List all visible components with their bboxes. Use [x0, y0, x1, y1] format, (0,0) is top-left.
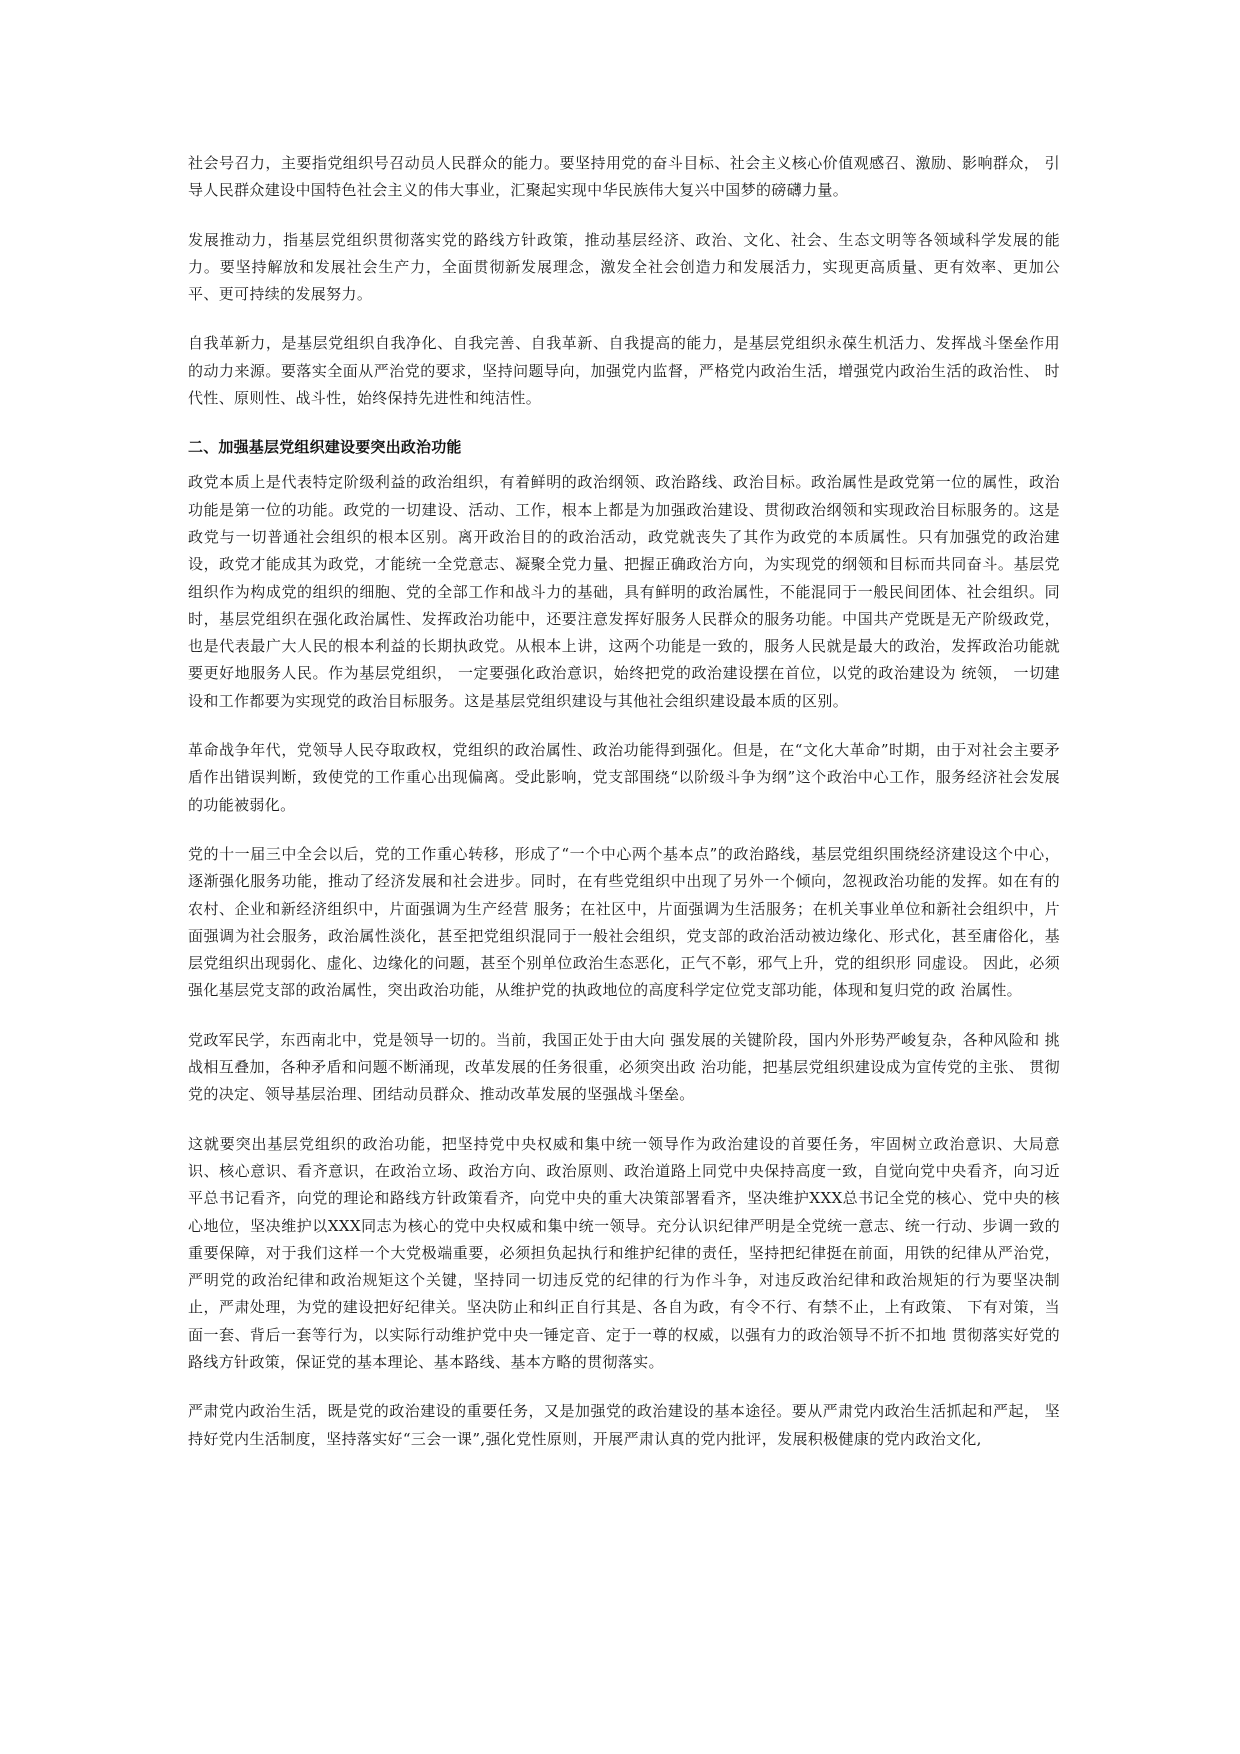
paragraph-party-leads-all: 党政军民学，东西南北中，党是领导一切的。当前，我国正处于由大向 强发展的关键阶段，国内外形势严峻复杂，各种风险和 挑战相互叠加，各种矛盾和问题不断涌现，改革发展的任务很重，必须突出政 治功能，把基层党组织建设成为宣传党的主张、 贯彻党的决定、领导基层治理、团结动员群众、推动改革发展的坚强战斗堡垒。 [188, 1030, 1060, 1104]
document-page [188, 150, 1060, 1475]
section-heading: 二、加强基层党组织建设要突出政治功能 [188, 438, 462, 457]
paragraph-political-life: 严肃党内政治生活，既是党的政治建设的重要任务，又是加强党的政治建设的基本途径。要从严肃党内政治生活抓起和严起， 坚持好党内生活制度，坚持落实好“三会一课”,强化党性原则，开展严肃认真的党内批评，发展积极健康的党内政治文化, [188, 1402, 1060, 1448]
paragraph-development-drive: 发展推动力，指基层党组织贯彻落实党的路线方针政策，推动基层经济、政治、文化、社会、生态文明等各领域科学发展的能力。要坚持解放和发展社会生产力，全面贯彻新发展理念，激发全社会创造力和发展活力，实现更高质量、更有效率、更加公 平、更可持续的发展努力。 [188, 230, 1060, 304]
paragraph-self-renewal: 自我革新力，是基层党组织自我净化、自我完善、自我革新、自我提高的能力，是基层党组织永葆生机活力、发挥战斗堡垒作用的动力来源。要落实全面从严治党的要求，坚持问题导向，加强党内监督，严格党内政治生活，增强党内政治生活的政治性、 时代性、原则性、战斗性，始终保持先进性和纯洁性。 [188, 334, 1060, 408]
paragraph-political-function: 这就要突出基层党组织的政治功能，把坚持党中央权威和集中统一领导作为政治建设的首要任务，牢固树立政治意识、大局意识、核心意识、看齐意识，在政治立场、政治方向、政治原则、政治道路上同党中央保持高度一致，自觉向党中央看齐，向习近平总书记看齐，向党的理论和路线方针政策看齐，向党中央的重大决策部署看齐，坚决维护XXX总书记全党的核心、党中央的核心地位，坚决维护以XXX同志为核心的党中央权威和集中统一领导。充分认识纪律严明是全党统一意志、统一行动、步调一致的重要保障，对于我们这样一个大党极端重要，必须担负起执行和维护纪律的责任，坚持把纪律挺在前面，用铁的纪律从严治党，严明党的政治纪律和政治规矩这个关键，坚持同一切违反党的纪律的行为作斗争，对违反政治纪律和政治规矩的行为要坚决制止，严肃处理，为党的建设把好纪律关。坚决防止和纠正自行其是、各自为政，有令不行、有禁不止，上有政策、 下有对策，当面一套、背后一套等行为，以实际行动维护党中央一锤定音、定于一尊的权威，以强有力的政治领导不折不扣地 贯彻落实好党的路线方针政策，保证党的基本理论、基本路线、基本方略的贯彻落实。 [188, 1134, 1060, 1371]
paragraph-revolutionary-era: 革命战争年代，党领导人民夺取政权，党组织的政治属性、政治功能得到强化。但是，在“文化大革命”时期，由于对社会主要矛盾作出错误判断，致使党的工作重心出现偏离。受此影响，党支部围绕“以阶级斗争为纲”这个政治中心工作，服务经济社会发展的功能被弱化。 [188, 741, 1060, 814]
paragraph-party-nature: 政党本质上是代表特定阶级利益的政治组织，有着鲜明的政治纲领、政治路线、政治目标。政治属性是政党第一位的属性，政治功能是第一位的功能。政党的一切建设、活动、工作，根本上都是为加强政治建设、贯彻政治纲领和实现政治目标服务的。这是政党与一切普通社会组织的根本区别。离开政治目的的政治活动，政党就丧失了其作为政党的本质属性。只有加强党的政治建设，政党才能成其为政党，才能统一全党意志、凝聚全党力量、把握正确政治方向，为实现党的纲领和目标而共同奋斗。基层党组织作为构成党的组织的细胞、党的全部工作和战斗力的基础，具有鲜明的政治属性，不能混同于一般民间团体、社会组织。同时，基层党组织在强化政治属性、发挥政治功能中，还要注意发挥好服务人民群众的服务功能。中国共产党既是无产阶级政党，也是代表最广大人民的根本利益的长期执政党。从根本上讲，这两个功能是一致的，服务人民就是最大的政治，发挥政治功能就要更好地服务人民。作为基层党组织， 一定要强化政治意识，始终把党的政治建设摆在首位，以党的政治建设为 统领， 一切建设和工作都要为实现党的政治目标服务。这是基层党组织建设与其他社会组织建设最本质的区别。 [188, 473, 1060, 710]
paragraph-social-mobilization: 社会号召力，主要指党组织号召动员人民群众的能力。要坚持用党的奋斗目标、社会主义核心价值观感召、激励、影响群众， 引导人民群众建设中国特色社会主义的伟大事业，汇聚起实现中华民族伟大复兴中国梦的磅礴力量。 [188, 154, 1060, 200]
paragraph-reform-era: 党的十一届三中全会以后，党的工作重心转移，形成了“一个中心两个基本点”的政治路线，基层党组织围绕经济建设这个中心，逐渐强化服务功能，推动了经济发展和社会进步。同时，在有些党组织中出现了另外一个倾向，忽视政治功能的发挥。如在有的农村、企业和新经济组织中，片面强调为生产经营 服务；在社区中，片面强调为生活服务；在机关事业单位和新社会组织中，片面强调为社会服务，政治属性淡化，甚至把党组织混同于一般社会组织，党支部的政治活动被边缘化、形式化，甚至庸俗化，基层党组织出现弱化、虚化、边缘化的问题，甚至个别单位政治生态恶化，正气不彰，邪气上升，党的组织形 同虚设。 因此，必须强化基层党支部的政治属性，突出政治功能，从维护党的执政地位的高度科学定位党支部功能，体现和复归党的政 治属性。 [188, 844, 1060, 1000]
